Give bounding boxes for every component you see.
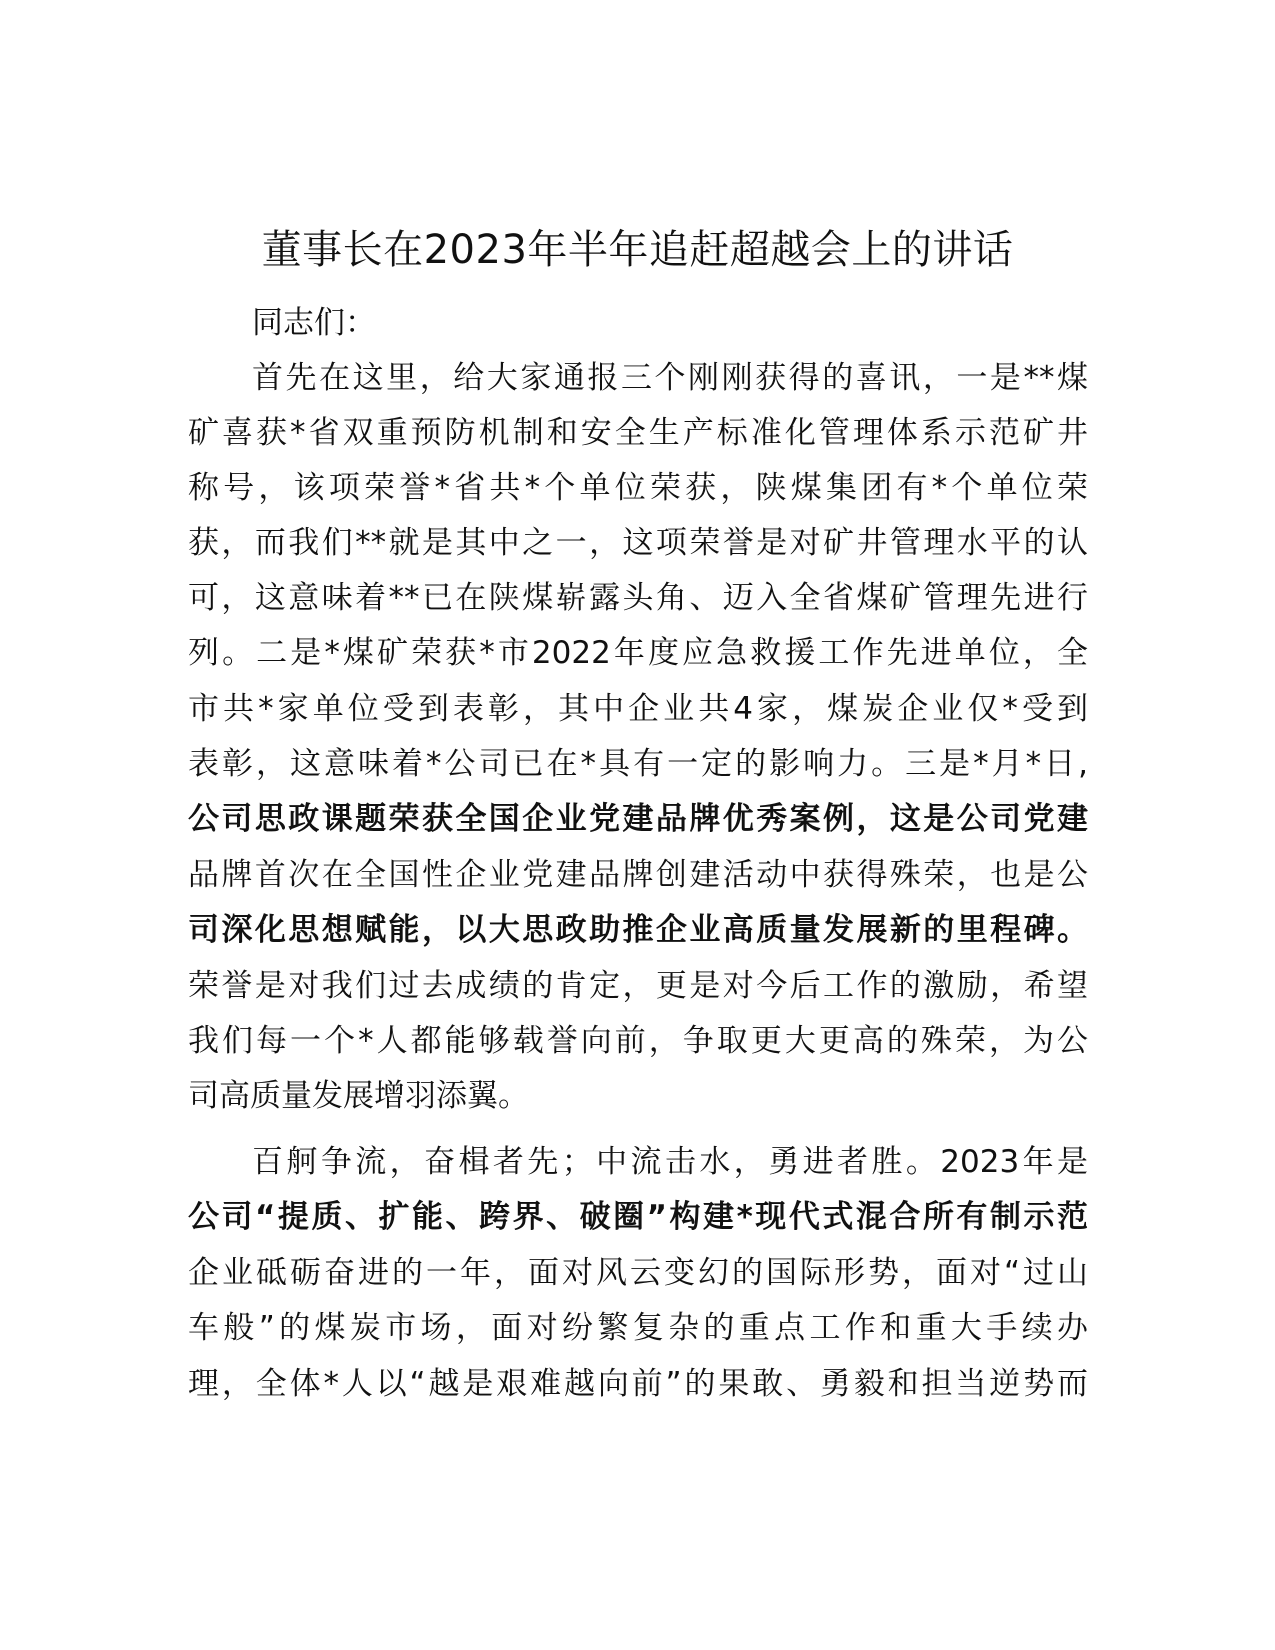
paragraph-line: 获，而我们**就是其中之一，这项荣誉是对矿井管理水平的认 [188, 525, 1088, 561]
paragraph-line: 企业砥砺奋进的一年，面对风云变幻的国际形势，面对“过山 [188, 1255, 1088, 1291]
paragraph-line: 列。二是*煤矿荣获*市2022年度应急救援工作先进单位，全 [188, 635, 1088, 671]
paragraph-line: 荣誉是对我们过去成绩的肯定，更是对今后工作的激励，希望 [188, 968, 1088, 1004]
paragraph-line: 可，这意味着**已在陕煤崭露头角、迈入全省煤矿管理先进行 [188, 580, 1088, 616]
paragraph-line: 车般”的煤炭市场，面对纷繁复杂的重点工作和重大手续办 [188, 1310, 1088, 1346]
paragraph-line: 司高质量发展增羽添翼。 [188, 1078, 529, 1114]
paragraph-line: 公司思政课题荣获全国企业党建品牌优秀案例，这是公司党建 [188, 801, 1088, 837]
paragraph-line: 司深化思想赋能，以大思政助推企业高质量发展新的里程碑。 [188, 912, 1088, 948]
paragraph-line: 品牌首次在全国性企业党建品牌创建活动中获得殊荣，也是公 [188, 857, 1088, 893]
paragraph-line: 理，全体*人以“越是艰难越向前”的果敢、勇毅和担当逆势而 [188, 1366, 1088, 1402]
greeting: 同志们： [252, 305, 376, 341]
paragraph-line: 矿喜获*省双重预防机制和安全生产标准化管理体系示范矿井 [188, 415, 1088, 451]
paragraph-line: 百舸争流，奋楫者先；中流击水，勇进者胜。2023年是 [252, 1144, 1088, 1180]
paragraph-line: 首先在这里，给大家通报三个刚刚获得的喜讯，一是**煤 [252, 360, 1088, 396]
paragraph-line: 称号，该项荣誉*省共*个单位荣获，陕煤集团有*个单位荣 [188, 470, 1088, 506]
document-title: 董事长在2023年半年追赶超越会上的讲话 [261, 227, 1014, 273]
paragraph-line: 市共*家单位受到表彰，其中企业共4家，煤炭企业仅*受到 [188, 691, 1088, 727]
paragraph-line: 表彰，这意味着*公司已在*具有一定的影响力。三是*月*日, [188, 746, 1088, 782]
paragraph-line: 公司“提质、扩能、跨界、破圈”构建*现代式混合所有制示范 [188, 1199, 1088, 1235]
paragraph-line: 我们每一个*人都能够载誉向前，争取更大更高的殊荣，为公 [188, 1023, 1088, 1059]
